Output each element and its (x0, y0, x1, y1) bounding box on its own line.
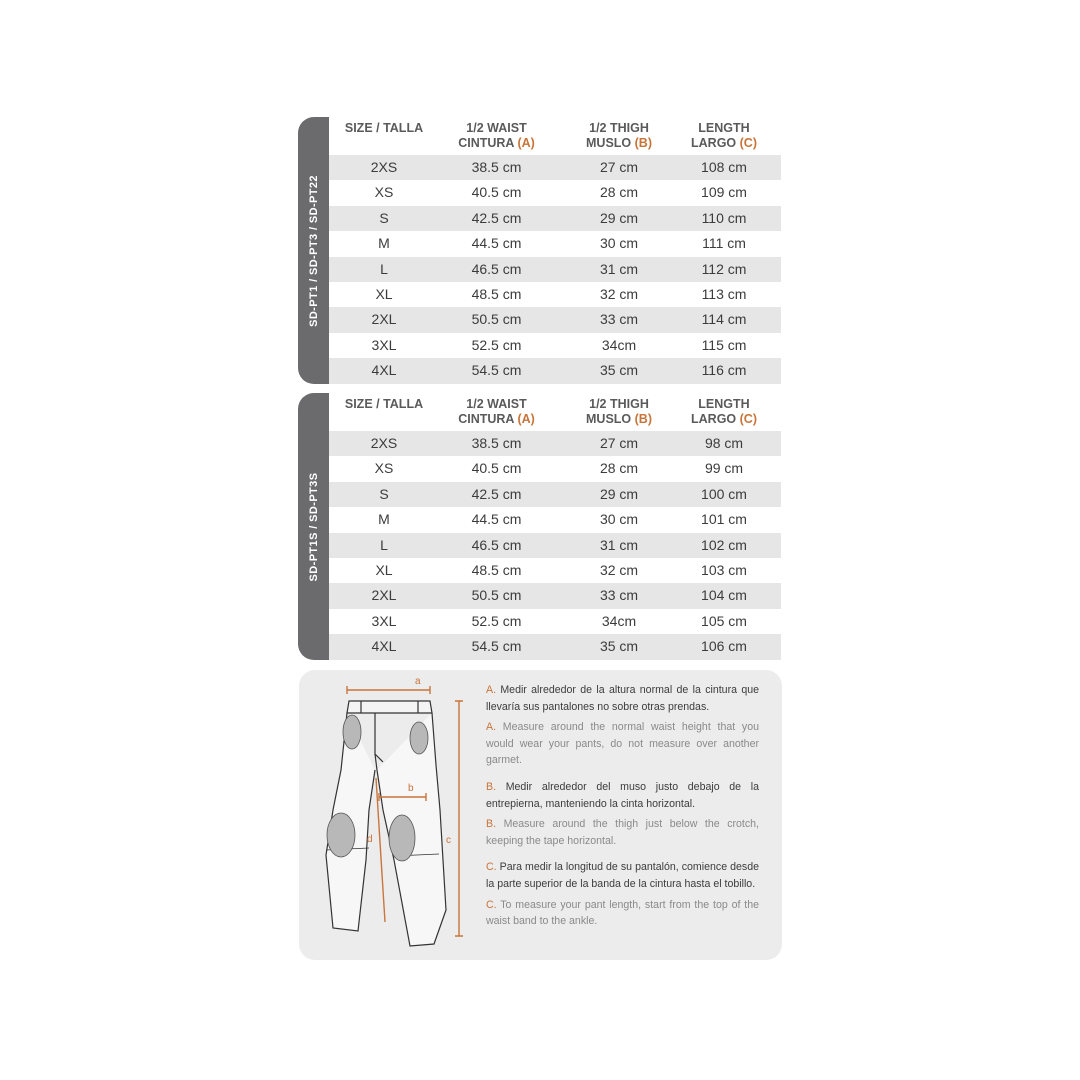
length-cell: 108 cm (701, 159, 747, 175)
measurement-guide (299, 670, 782, 960)
size-cell: 3XL (371, 612, 397, 629)
size-table-regular (298, 117, 781, 384)
waist-cell: 54.5 cm (471, 362, 522, 379)
waist-cell: 48.5 cm (471, 561, 522, 578)
size-cell: 2XS (370, 159, 398, 175)
header-length-key: (C) (739, 136, 757, 150)
note-b-en: B. Measure around the thigh just below the crotch, keeping the tape horizontal. (486, 818, 759, 847)
header-waist-es: CINTURA (458, 136, 514, 150)
header-length-es: LARGO (691, 412, 737, 426)
header-waist (439, 121, 554, 151)
table-row (329, 482, 781, 507)
table-row (329, 533, 781, 558)
table-row (329, 206, 781, 231)
length-cell: 106 cm (701, 638, 747, 655)
waist-cell: 48.5 cm (471, 285, 522, 302)
table-row (329, 609, 781, 634)
table-row (329, 333, 781, 358)
header-length-key: (C) (739, 412, 757, 426)
size-cell: M (378, 511, 390, 528)
label-b: b (408, 783, 414, 794)
pants-measurement-diagram (299, 670, 484, 960)
length-cell: 99 cm (704, 460, 744, 477)
size-cell: L (380, 536, 388, 553)
header-thigh (564, 121, 674, 151)
thigh-cell: 30 cm (599, 235, 639, 252)
thigh-cell: 34cm (601, 612, 637, 629)
length-cell: 110 cm (701, 209, 747, 226)
waist-cell: 50.5 cm (471, 311, 522, 328)
waist-cell: 40.5 cm (471, 460, 522, 477)
table-row (329, 180, 781, 205)
table-row (329, 431, 781, 456)
header-waist (439, 397, 554, 427)
header-thigh-es: MUSLO (586, 136, 632, 150)
waist-cell: 42.5 cm (471, 209, 522, 226)
table-row (329, 583, 781, 608)
length-cell: 98 cm (704, 435, 744, 451)
thigh-cell: 31 cm (599, 260, 639, 277)
length-cell: 115 cm (701, 336, 747, 353)
length-cell: 109 cm (701, 184, 747, 201)
waist-cell: 38.5 cm (471, 159, 522, 175)
size-cell: 2XS (370, 435, 398, 451)
thigh-cell: 27 cm (599, 435, 639, 451)
header-thigh (564, 397, 674, 427)
thigh-cell: 34cm (601, 336, 637, 353)
table-row (329, 257, 781, 282)
table-row (329, 634, 781, 659)
thigh-cell: 31 cm (599, 536, 639, 553)
header-size: SIZE / TALLA (344, 121, 424, 135)
model-label: SD-PT1S / SD-PT3S (307, 472, 320, 581)
thigh-cell: 35 cm (599, 638, 639, 655)
size-cell: 2XL (371, 311, 397, 328)
header-thigh-es: MUSLO (586, 412, 632, 426)
header-length-es: LARGO (691, 136, 737, 150)
size-cell: S (379, 485, 389, 502)
thigh-cell: 33 cm (599, 587, 639, 604)
thigh-cell: 32 cm (599, 285, 639, 302)
model-label: SD-PT1 / SD-PT3 / SD-PT22 (307, 174, 320, 327)
header-thigh-key: (B) (634, 412, 652, 426)
header-waist-es: CINTURA (458, 412, 514, 426)
length-cell: 102 cm (701, 536, 747, 553)
waist-cell: 54.5 cm (471, 638, 522, 655)
size-cell: M (378, 235, 390, 252)
waist-cell: 40.5 cm (471, 184, 522, 201)
length-cell: 116 cm (701, 362, 747, 379)
header-length-en: LENGTH (698, 397, 750, 411)
header-length (674, 121, 774, 151)
header-waist-en: 1/2 WAIST (466, 397, 527, 411)
header-length (674, 397, 774, 427)
label-a: a (415, 676, 421, 687)
header-length-en: LENGTH (698, 121, 750, 135)
table-row (329, 282, 781, 307)
waist-cell: 46.5 cm (471, 536, 522, 553)
note-b-es: B. Medir alrededor del muso justo debajo de la entrepierna, manteniendo la cinta horizontal. (486, 780, 759, 810)
thigh-cell: 33 cm (599, 311, 639, 328)
size-cell: XS (374, 184, 394, 201)
note-a-en: A. Measure around the normal waist height that you would wear your pants, do not measure over another garmet. (486, 721, 759, 767)
thigh-cell: 30 cm (599, 511, 639, 528)
size-cell: S (379, 209, 389, 226)
note-c-en: C. To measure your pant length, start from the top of the waist band to the ankle. (486, 898, 759, 928)
table-row (329, 507, 781, 532)
length-cell: 105 cm (701, 612, 747, 629)
thigh-cell: 27 cm (599, 159, 639, 175)
table-header (329, 393, 781, 431)
waist-cell: 52.5 cm (471, 612, 522, 629)
note-c-es: C. Para medir la longitud de su pantalón, comience desde la parte superior de la banda de la cintura hasta el tobillo. (486, 861, 759, 890)
measurement-notes (486, 682, 759, 930)
note-a-es: A. Medir alrededor de la altura normal de la cintura que llevaría sus pantalones no sobre otras prendas. (486, 684, 759, 713)
header-waist-key: (A) (517, 412, 535, 426)
size-cell: 2XL (371, 587, 397, 604)
size-cell: XS (374, 460, 394, 477)
thigh-cell: 28 cm (599, 184, 639, 201)
length-cell: 114 cm (701, 311, 747, 328)
size-cell: L (380, 260, 388, 277)
thigh-cell: 35 cm (599, 362, 639, 379)
length-cell: 104 cm (701, 587, 747, 604)
header-waist-en: 1/2 WAIST (466, 121, 527, 135)
model-tab (298, 117, 329, 384)
waist-cell: 38.5 cm (471, 435, 522, 451)
thigh-cell: 28 cm (599, 460, 639, 477)
table-row (329, 558, 781, 583)
size-cell: XL (375, 285, 393, 302)
length-cell: 113 cm (701, 285, 747, 302)
size-table-short (298, 393, 781, 660)
header-thigh-en: 1/2 THIGH (589, 397, 649, 411)
length-cell: 103 cm (701, 561, 747, 578)
thigh-cell: 29 cm (599, 209, 639, 226)
header-thigh-en: 1/2 THIGH (589, 121, 649, 135)
size-cell: 3XL (371, 336, 397, 353)
table-header (329, 117, 781, 155)
header-size: SIZE / TALLA (344, 397, 424, 411)
thigh-cell: 32 cm (599, 561, 639, 578)
waist-cell: 44.5 cm (471, 511, 522, 528)
table-body (329, 431, 781, 660)
table-row (329, 456, 781, 481)
waist-cell: 46.5 cm (471, 260, 522, 277)
table-body (329, 155, 781, 384)
waist-cell: 42.5 cm (471, 485, 522, 502)
label-d: d (367, 834, 373, 845)
length-cell: 111 cm (702, 235, 746, 252)
table-row (329, 231, 781, 256)
waist-cell: 44.5 cm (471, 235, 522, 252)
size-cell: 4XL (371, 362, 397, 379)
header-waist-key: (A) (517, 136, 535, 150)
model-tab (298, 393, 329, 660)
table-row (329, 307, 781, 332)
waist-cell: 50.5 cm (471, 587, 522, 604)
size-cell: XL (375, 561, 393, 578)
header-thigh-key: (B) (634, 136, 652, 150)
table-row (329, 358, 781, 383)
length-cell: 112 cm (701, 260, 747, 277)
length-cell: 101 cm (701, 511, 747, 528)
length-cell: 100 cm (701, 485, 747, 502)
waist-cell: 52.5 cm (471, 336, 522, 353)
table-row (329, 155, 781, 180)
size-cell: 4XL (371, 638, 397, 655)
label-c: c (446, 835, 451, 846)
thigh-cell: 29 cm (599, 485, 639, 502)
